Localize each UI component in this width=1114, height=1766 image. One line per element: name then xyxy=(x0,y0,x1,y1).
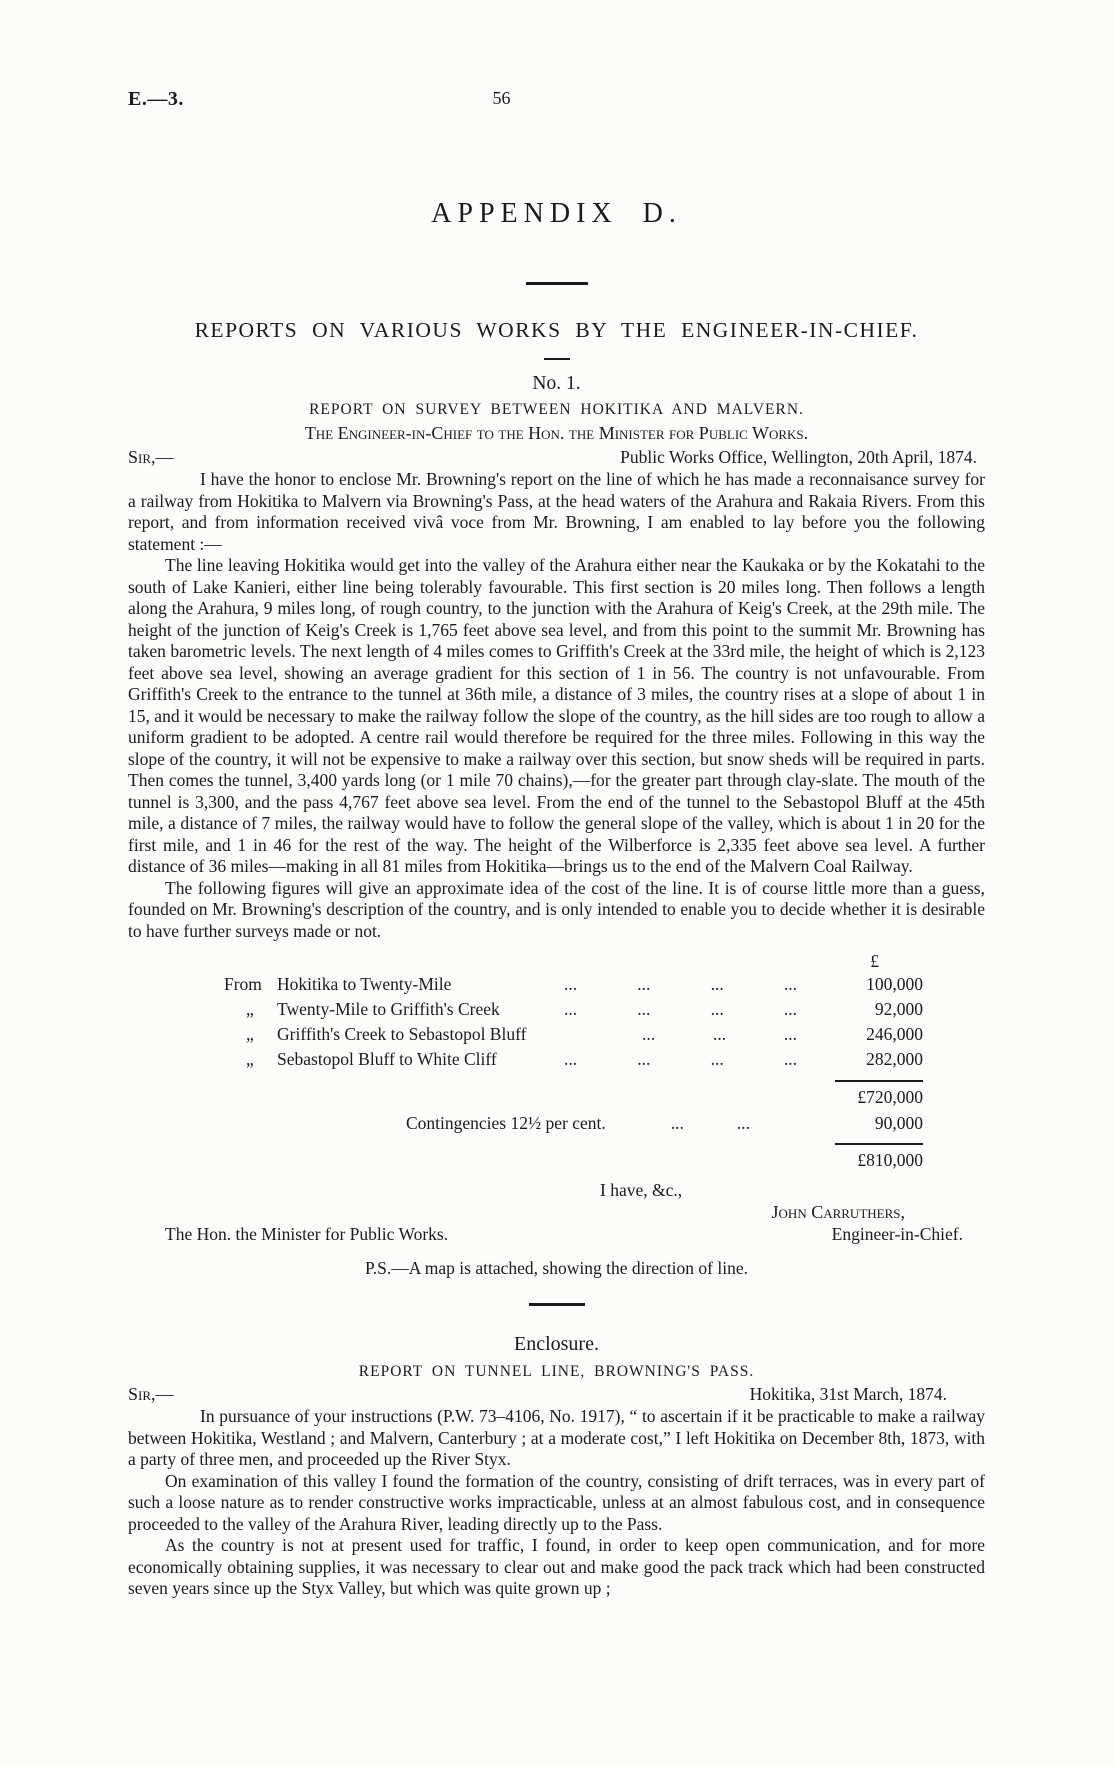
signature-title: Engineer-in-Chief. xyxy=(831,1224,963,1244)
row-spacer xyxy=(128,1047,224,1072)
row-label-cell xyxy=(272,972,803,997)
section-rule xyxy=(544,358,570,360)
contingencies-value: 90,000 xyxy=(874,1113,923,1133)
row-prefix: From xyxy=(224,974,262,994)
leader-dots: ... ... xyxy=(670,1113,750,1133)
salutation-row xyxy=(128,447,985,469)
report-main-heading: REPORTS ON VARIOUS WORKS BY THE ENGINEER-IN-CHIEF. xyxy=(194,318,919,342)
section-rule xyxy=(529,1303,585,1306)
row-label: Hokitika to Twenty-Mile xyxy=(277,974,452,994)
addressee-line: The Engineer-in-Chief to the Hon. the Minister for Public Works. xyxy=(304,423,809,443)
doc-ref: E.—3. xyxy=(128,88,184,110)
row-value: 282,000 xyxy=(866,1049,923,1069)
leader-dots: ... ... ... ... xyxy=(564,999,797,1019)
currency-header: £ xyxy=(870,951,879,971)
letter-footer xyxy=(128,1223,985,1245)
dateline: Public Works Office, Wellington, 20th April, 1874. xyxy=(620,447,977,467)
leader-dots: ... ... ... ... xyxy=(564,1049,797,1069)
row-spacer xyxy=(128,972,224,997)
page-header xyxy=(128,88,985,112)
report-paragraph-1: I have the honor to enclose Mr. Browning's report on the line of which he has made a reconnaisance survey for a railway from Hokitika to Malvern via Browning's Pass, at the head waters of the Arahura and Rakaia Rivers. From this report, and from information received vivâ voce from Mr. Browning, I am enabled to lay before you the following statement :— xyxy=(128,469,985,554)
row-prefix: „ xyxy=(246,999,254,1019)
report-title: REPORT ON SURVEY BETWEEN HOKITIKA AND MALVERN. xyxy=(309,401,804,418)
row-label: Sebastopol Bluff to White Cliff xyxy=(277,1049,497,1069)
page-content xyxy=(128,88,985,1600)
subtotal-rule xyxy=(835,1080,923,1082)
row-label-cell xyxy=(272,1022,803,1047)
enclosure-salutation-row xyxy=(128,1384,985,1406)
row-prefix: „ xyxy=(246,1024,254,1044)
enclosure-paragraph-3: As the country is not at present used for traffic, I found, in order to keep open communication, and for more economically obtaining supplies, it was necessary to clear out and make good the pack track which had been constructed seven years since up the Styx Valley, but which was quite grown up ; xyxy=(128,1535,985,1598)
row-label: Twenty-Mile to Griffith's Creek xyxy=(277,999,500,1019)
valediction: I have, &c., xyxy=(600,1180,683,1200)
enclosure-paragraph-1: In pursuance of your instructions (P.W. 73–4106, No. 1917), “ to ascertain if it be practicable to make a railway between Hokitika, Westland ; and Malvern, Canterbury ; at a moderate cost,” I left Hokitika on December 8th, 1873, with a party of three men, and proceeded up the River Styx. xyxy=(128,1406,985,1469)
row-spacer xyxy=(128,997,224,1022)
row-label-cell xyxy=(272,1047,803,1072)
contingencies-row xyxy=(128,1111,923,1135)
report-paragraph-3: The following figures will give an approximate idea of the cost of the line. It is of course little more than a guess, founded on Mr. Browning's description of the country, and is only intended to enable you to decide whether it is desirable to have further surveys made or not. xyxy=(128,877,985,941)
row-label-cell xyxy=(272,997,803,1022)
row-value: 100,000 xyxy=(866,974,923,994)
enclosure-salutation: Sir,— xyxy=(128,1384,174,1404)
enclosure-dateline: Hokitika, 31st March, 1874. xyxy=(749,1384,947,1404)
cost-table xyxy=(128,950,923,1172)
section-rule xyxy=(526,282,588,285)
row-value: 92,000 xyxy=(874,999,923,1019)
row-spacer xyxy=(128,1022,224,1047)
leader-dots: ... ... ... xyxy=(642,1024,797,1044)
row-label: Griffith's Creek to Sebastopol Bluff xyxy=(277,1024,527,1044)
table-row xyxy=(128,997,923,1022)
table-row xyxy=(128,1047,923,1072)
row-value: 246,000 xyxy=(866,1024,923,1044)
row-prefix: „ xyxy=(246,1049,254,1069)
salutation: Sir,— xyxy=(128,447,174,467)
contingencies-label: Contingencies 12½ per cent. xyxy=(406,1113,606,1133)
leader-dots: ... ... ... ... xyxy=(564,974,797,994)
appendix-title: APPENDIX D. xyxy=(431,198,682,229)
footer-addressee: The Hon. the Minister for Public Works. xyxy=(165,1224,449,1244)
table-row xyxy=(128,972,923,997)
enclosure-paragraph-2: On examination of this valley I found the formation of the country, consisting of drift terraces, was in every part of such a loose nature as to render constructive works impracticable, unless at an almost fabulous cost, and in consequence proceeded to the valley of the Arahura River, leading directly up to the Pass. xyxy=(128,1470,985,1534)
report-number: No. 1. xyxy=(532,373,581,394)
postscript: P.S.—A map is attached, showing the direction of line. xyxy=(364,1258,748,1278)
report-paragraph-2: The line leaving Hokitika would get into the valley of the Arahura either near the Kaukaka or by the Kokatahi to the south of Lake Kanieri, either line being tolerably favourable. This first section is 20 miles long. Then follows a length along the Arahura, 9 miles long, of rough country, to the junction with the Arahura of Keig's Creek, at the 29th mile. The height of the junction of Keig's Creek is 1,765 feet above sea level, and from this point to the summit Mr. Browning has taken barometric levels. The next length of 4 miles comes to Griffith's Creek at the 33rd mile, the height of which is 2,123 feet above sea level, showing an average gradient for this section of 1 in 56. The country is not unfavourable. From Griffith's Creek to the entrance to the tunnel at 36th mile, a distance of 3 miles, the country rises at a slope of about 1 in 15, and it would be necessary to make the railway follow the slope of the country, as the hill sides are too rough to allow a uniform gradient to be adopted. A centre rail would therefore be required for the three miles. Following in this way the slope of the country, it will not be expensive to make a railway over this section, but snow sheds will be required in parts. Then comes the tunnel, 3,400 yards long (or 1 mile 70 chains),—for the greater part through clay-slate. The mouth of the tunnel is 3,300, and the pass 4,767 feet above sea level. From the end of the tunnel to the Sebastopol Bluff at the 45th mile, a distance of 7 miles, the railway would have to follow the general slope of the valley, which is about 1 in 20 for the first mile, and 1 in 46 for the rest of the way. The height of the Wilberforce is 2,335 feet above sea level. A further distance of 36 miles—making in all 81 miles from Hokitika—brings us to the end of the Malvern Coal Railway. xyxy=(128,555,985,876)
signature-name: John Carruthers, xyxy=(771,1202,905,1222)
total-value: £810,000 xyxy=(857,1150,923,1170)
subtotal-value: £720,000 xyxy=(857,1087,923,1107)
page-number: 56 xyxy=(492,88,511,108)
total-rule xyxy=(835,1143,923,1145)
table-row xyxy=(128,1022,923,1047)
enclosure-heading: Enclosure. xyxy=(514,1333,599,1355)
enclosure-title: REPORT ON TUNNEL LINE, BROWNING'S PASS. xyxy=(358,1363,755,1380)
